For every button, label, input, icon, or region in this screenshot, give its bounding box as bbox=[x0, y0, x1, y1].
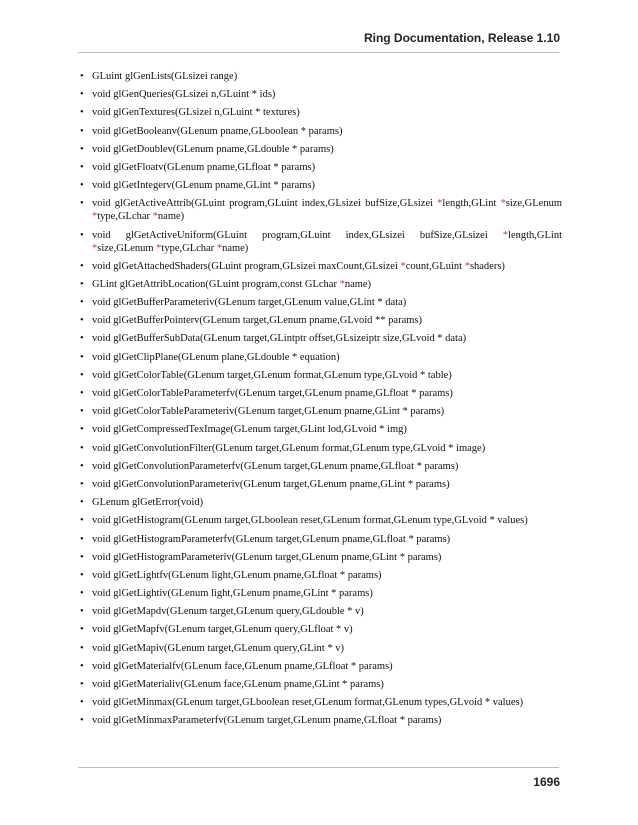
signature-text: void glGetColorTable(GLenum target,GLenum format,GLenum type,GLvoid * table) bbox=[92, 369, 452, 381]
list-item bbox=[78, 533, 562, 546]
list-item bbox=[78, 660, 562, 673]
bullet-icon: • bbox=[80, 460, 84, 472]
signature-text: length,GLint bbox=[508, 229, 562, 241]
bullet-icon: • bbox=[80, 315, 84, 327]
signature-text: void glGetBooleanv(GLenum pname,GLboolean * params) bbox=[92, 125, 343, 137]
signature-text: void glGetMapdv(GLenum target,GLenum query,GLdouble * v) bbox=[92, 606, 364, 618]
page-number: 1696 bbox=[533, 775, 560, 789]
bullet-icon: • bbox=[80, 478, 84, 490]
bullet-icon: • bbox=[80, 180, 84, 192]
bullet-icon: • bbox=[80, 278, 84, 290]
signature-text: void glGetBufferParameteriv(GLenum target,GLenum value,GLint * data) bbox=[92, 297, 407, 309]
signature-text: void glGetHistogramParameteriv(GLenum target,GLenum pname,GLint * params) bbox=[92, 551, 442, 563]
bullet-icon: • bbox=[80, 388, 84, 399]
pointer-star: * bbox=[464, 260, 470, 272]
bullet-icon: • bbox=[80, 89, 84, 101]
bullet-icon: • bbox=[80, 369, 84, 381]
bullet-icon: • bbox=[80, 624, 84, 636]
bullet-icon: • bbox=[80, 533, 84, 545]
bullet-icon: • bbox=[80, 715, 84, 727]
bullet-icon: • bbox=[80, 297, 84, 309]
signature-text: type,GLchar bbox=[97, 211, 153, 223]
list-item bbox=[78, 642, 562, 655]
bullet-icon: • bbox=[80, 515, 84, 527]
list-item bbox=[78, 70, 562, 83]
signature-text: size,GLenum bbox=[97, 242, 157, 254]
bullet-icon: • bbox=[80, 333, 84, 345]
list-item bbox=[78, 514, 562, 527]
signature-text: void glGetConvolutionFilter(GLenum target,GLenum format,GLenum type,GLvoid * image) bbox=[92, 442, 486, 454]
list-item bbox=[78, 569, 562, 582]
list-item bbox=[78, 314, 562, 327]
running-header: Ring Documentation, Release 1.10 bbox=[363, 31, 560, 45]
list-item bbox=[78, 678, 562, 691]
list-item bbox=[78, 106, 562, 119]
footer-divider bbox=[78, 767, 559, 768]
list-item bbox=[78, 405, 562, 418]
bullet-icon: • bbox=[80, 351, 84, 363]
signature-text: name) bbox=[157, 211, 185, 223]
signature-text: void glGetConvolutionParameteriv(GLenum target,GLenum pname,GLint * params) bbox=[92, 478, 450, 490]
signature-text: void glGetConvolutionParameterfv(GLenum target,GLenum pname,GLfloat * params) bbox=[92, 460, 459, 472]
list-item bbox=[78, 125, 562, 138]
bullet-icon: • bbox=[80, 660, 84, 672]
bullet-icon: • bbox=[80, 161, 84, 173]
bullet-icon: • bbox=[80, 497, 84, 509]
list-item bbox=[78, 387, 562, 400]
pointer-star: * bbox=[216, 242, 223, 254]
list-item bbox=[78, 605, 562, 618]
signature-text: void glGetMapiv(GLenum target,GLenum query,GLint * v) bbox=[92, 642, 344, 654]
bullet-icon: • bbox=[80, 642, 84, 654]
signature-text: name) bbox=[222, 242, 249, 254]
bullet-icon: • bbox=[80, 569, 84, 581]
list-item bbox=[78, 260, 562, 273]
pointer-star: * bbox=[92, 211, 98, 223]
signature-text: void glGetLightiv(GLenum light,GLenum pname,GLint * params) bbox=[92, 588, 373, 600]
list-item bbox=[78, 369, 562, 382]
signature-text: name) bbox=[344, 278, 372, 290]
signature-text: void glGetHistogramParameterfv(GLenum target,GLenum pname,GLfloat * params) bbox=[92, 533, 451, 545]
pointer-star: * bbox=[92, 242, 98, 254]
bullet-icon: • bbox=[80, 697, 84, 709]
bullet-icon: • bbox=[80, 442, 84, 454]
list-item bbox=[78, 714, 562, 727]
bullet-icon: • bbox=[80, 198, 84, 210]
bullet-icon: • bbox=[80, 588, 84, 600]
signature-text: void glGetDoublev(GLenum pname,GLdouble * params) bbox=[92, 143, 334, 155]
bullet-icon: • bbox=[80, 606, 84, 618]
bullet-icon: • bbox=[80, 107, 84, 119]
list-item bbox=[78, 179, 562, 192]
list-item bbox=[78, 551, 562, 564]
bullet-icon: • bbox=[80, 229, 84, 241]
signature-text: void glGetBufferPointerv(GLenum target,GLenum pname,GLvoid ** params) bbox=[92, 315, 422, 327]
list-item bbox=[78, 496, 562, 509]
signature-text: void glGetFloatv(GLenum pname,GLfloat * params) bbox=[92, 161, 316, 173]
signature-text: void glGetHistogram(GLenum target,GLboolean reset,GLenum format,GLenum type,GLvoid * values) bbox=[92, 515, 528, 527]
signature-text: void glGetActiveUniform(GLuint program,GLuint index,GLsizei bufSize,GLsizei bbox=[92, 229, 503, 241]
signature-text: void glGetClipPlane(GLenum plane,GLdouble * equation) bbox=[92, 351, 340, 363]
list-item bbox=[78, 197, 562, 223]
signature-text: GLenum glGetError(void) bbox=[92, 497, 204, 509]
list-item bbox=[78, 229, 562, 255]
signature-text: size,GLenum bbox=[505, 198, 563, 210]
signature-text: void glGetColorTableParameterfv(GLenum target,GLenum pname,GLfloat * params) bbox=[92, 388, 453, 399]
signature-text: GLint glGetAttribLocation(GLuint program,const GLchar bbox=[92, 278, 340, 290]
pointer-star: * bbox=[500, 198, 506, 210]
signature-text: void glGetBufferSubData(GLenum target,GLintptr offset,GLsizeiptr size,GLvoid * data) bbox=[92, 333, 467, 345]
signature-text: shaders) bbox=[469, 260, 505, 272]
list-item bbox=[78, 88, 562, 101]
list-item bbox=[78, 161, 562, 174]
signature-text: void glGetMaterialfv(GLenum face,GLenum pname,GLfloat * params) bbox=[92, 660, 393, 672]
list-item bbox=[78, 351, 562, 364]
pointer-star: * bbox=[502, 229, 509, 241]
list-item bbox=[78, 460, 562, 473]
list-item bbox=[78, 623, 562, 636]
list-item bbox=[78, 587, 562, 600]
list-item bbox=[78, 442, 562, 455]
bullet-icon: • bbox=[80, 125, 84, 137]
signature-text: void glGetAttachedShaders(GLuint program,GLsizei maxCount,GLsizei bbox=[92, 260, 401, 272]
signature-text: void glGetMapfv(GLenum target,GLenum query,GLfloat * v) bbox=[92, 624, 353, 636]
header-divider bbox=[78, 52, 559, 53]
bullet-icon: • bbox=[80, 260, 84, 272]
signature-text: void glGetColorTableParameteriv(GLenum target,GLenum pname,GLint * params) bbox=[92, 406, 445, 418]
signature-text: void glGetMaterialiv(GLenum face,GLenum pname,GLint * params) bbox=[92, 679, 384, 690]
signature-text: void glGenTextures(GLsizei n,GLuint * textures) bbox=[92, 107, 300, 119]
signature-text: void glGetMinmaxParameterfv(GLenum target,GLenum pname,GLfloat * params) bbox=[92, 715, 442, 727]
list-item bbox=[78, 423, 562, 436]
pointer-star: * bbox=[437, 198, 443, 210]
bullet-icon: • bbox=[80, 679, 84, 690]
signature-text: void glGetIntegerv(GLenum pname,GLint * params) bbox=[92, 180, 316, 192]
signature-text: void glGetMinmax(GLenum target,GLboolean reset,GLenum format,GLenum types,GLvoid * values) bbox=[92, 697, 524, 709]
function-list bbox=[78, 70, 562, 733]
bullet-icon: • bbox=[80, 71, 84, 82]
list-item bbox=[78, 278, 562, 291]
list-item bbox=[78, 332, 562, 345]
signature-text: void glGetCompressedTexImage(GLenum target,GLint lod,GLvoid * img) bbox=[92, 424, 407, 436]
signature-text: count,GLuint bbox=[405, 260, 465, 272]
list-item bbox=[78, 696, 562, 709]
pointer-star: * bbox=[400, 260, 406, 272]
bullet-icon: • bbox=[80, 143, 84, 155]
signature-text: void glGenQueries(GLsizei n,GLuint * ids) bbox=[92, 89, 276, 101]
signature-text: length,GLint bbox=[442, 198, 501, 210]
signature-text: void glGetLightfv(GLenum light,GLenum pname,GLfloat * params) bbox=[92, 569, 382, 581]
signature-text: void glGetActiveAttrib(GLuint program,GLuint index,GLsizei bufSize,GLsizei bbox=[92, 198, 438, 210]
list-item bbox=[78, 478, 562, 491]
pointer-star: * bbox=[156, 242, 162, 254]
bullet-icon: • bbox=[80, 551, 84, 563]
list-item bbox=[78, 296, 562, 309]
pointer-star: * bbox=[152, 211, 158, 223]
list-item bbox=[78, 143, 562, 156]
bullet-icon: • bbox=[80, 406, 84, 418]
bullet-icon: • bbox=[80, 424, 84, 436]
signature-text: GLuint glGenLists(GLsizei range) bbox=[92, 71, 238, 82]
pointer-star: * bbox=[339, 278, 345, 290]
signature-text: type,GLchar bbox=[161, 242, 217, 254]
